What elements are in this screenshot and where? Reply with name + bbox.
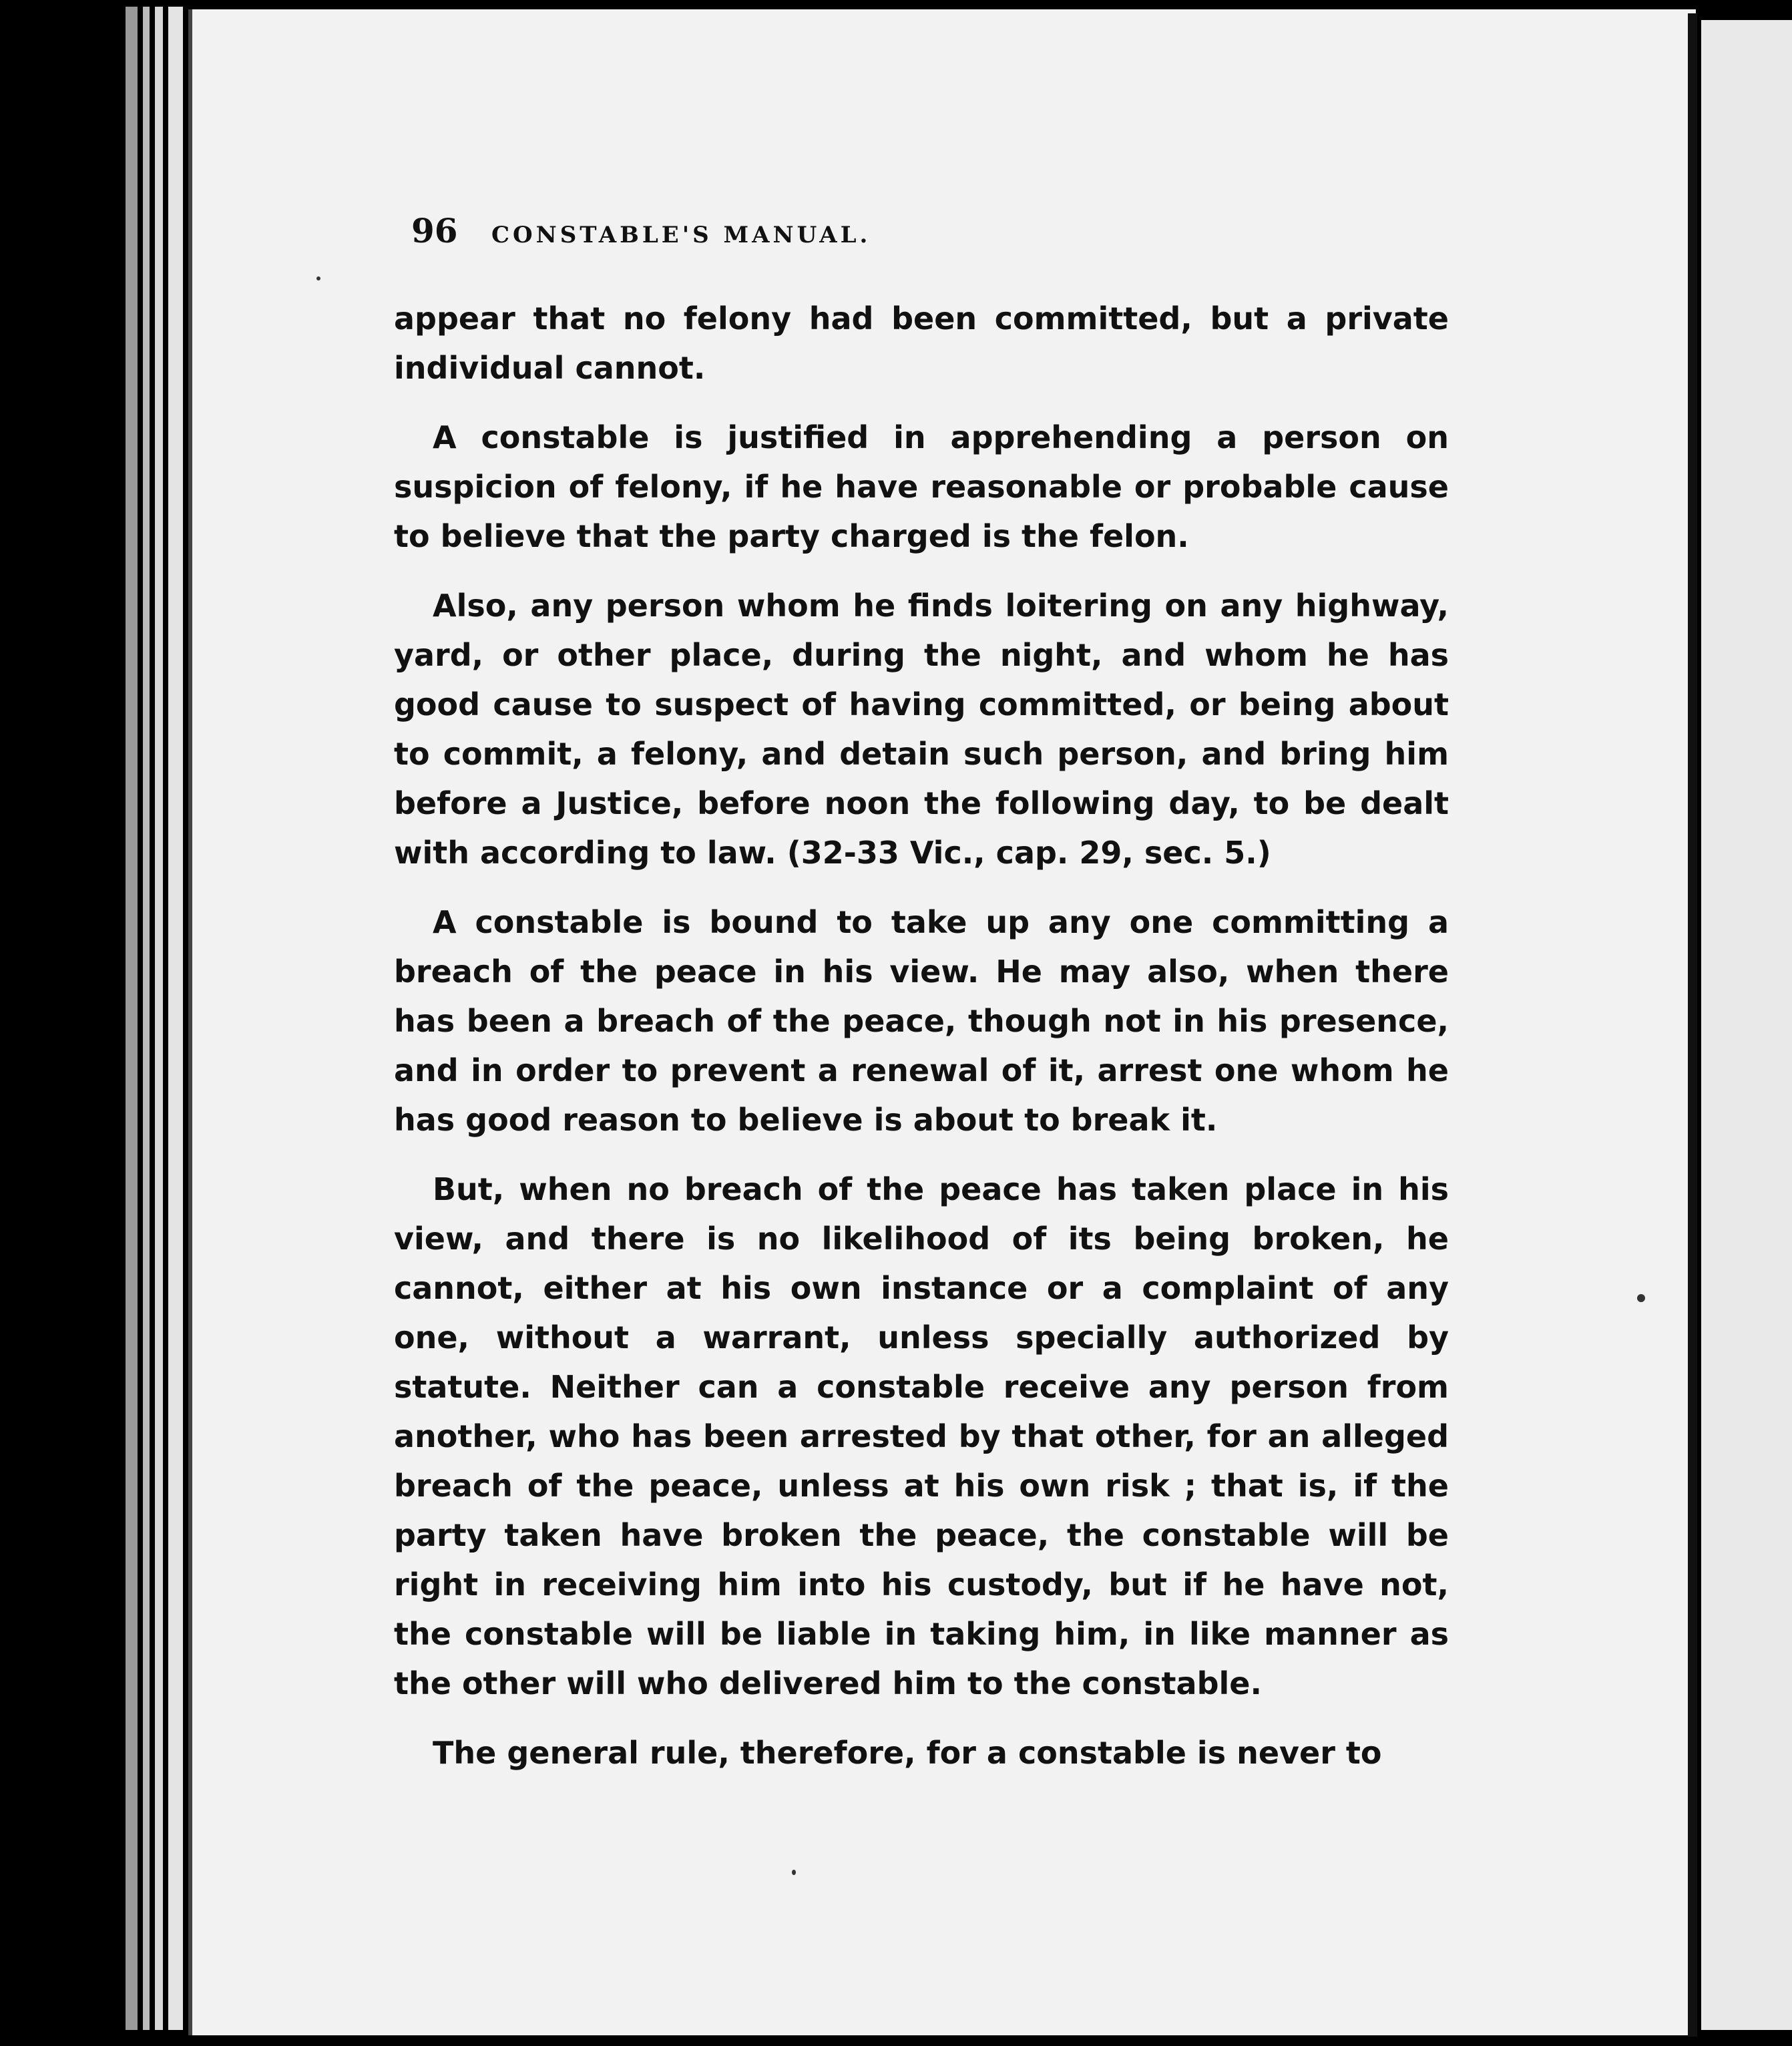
paragraph: A constable is bound to take up any one committing a breach of the peace in his view. He may also, when there has been a breach of the peace, though not in his presence, and in order to prevent a renewal of it, arrest one whom he has good reason to believe is about to break it.	[394, 904, 1449, 1138]
paragraph: The general rule, therefore, for a constable is never to	[433, 1735, 1382, 1771]
paragraph: Also, any person whom he finds loitering on any highway, yard, or other place, during the night, and whom he has good cause to suspect of having committed, or being about to commit, a felony, and detain such person, and bring him before a Justice, before noon the following day, to be dealt with according to law. (32-33 Vic., cap. 29, sec. 5.)	[394, 588, 1449, 871]
running-head: CONSTABLE'S MANUAL.	[491, 222, 871, 248]
paragraph: appear that no felony had been committed, but a private individual cannot.	[394, 300, 1449, 386]
paragraph: But, when no breach of the peace has taken place in his view, and there is no likelihood of its being broken, he cannot, either at his own instance or a complaint of any one, without a warrant, unless specially authorized by statute. Neither can a constable receive any person from another, who has been arrested by that other, for an alleged breach of the peace, unless at his own risk ; that is, if the party taken have broken the peace, the constable will be right in receiving him into his custody, but if he have not, the constable will be liable in taking him, in like manner as the other will who delivered him to the constable.	[394, 1171, 1449, 1701]
scan-speck	[792, 1870, 796, 1875]
next-page-strip	[1701, 20, 1792, 2030]
body-text	[394, 294, 1449, 1798]
paragraph: A constable is justified in apprehending a person on suspicion of felony, if he have reasonable or probable cause to believe that the party charged is the felon.	[394, 419, 1449, 554]
gutter-edge-1	[126, 7, 138, 2030]
gutter-edge-2	[143, 7, 150, 2030]
page-header	[411, 211, 1192, 258]
scan-speck	[316, 276, 320, 280]
page-number: 96	[411, 211, 458, 250]
gutter-edge-3	[155, 7, 163, 2030]
scan-speck	[1637, 1294, 1645, 1302]
gutter-edge-4	[168, 7, 183, 2030]
page-right-edge	[1688, 13, 1697, 2037]
